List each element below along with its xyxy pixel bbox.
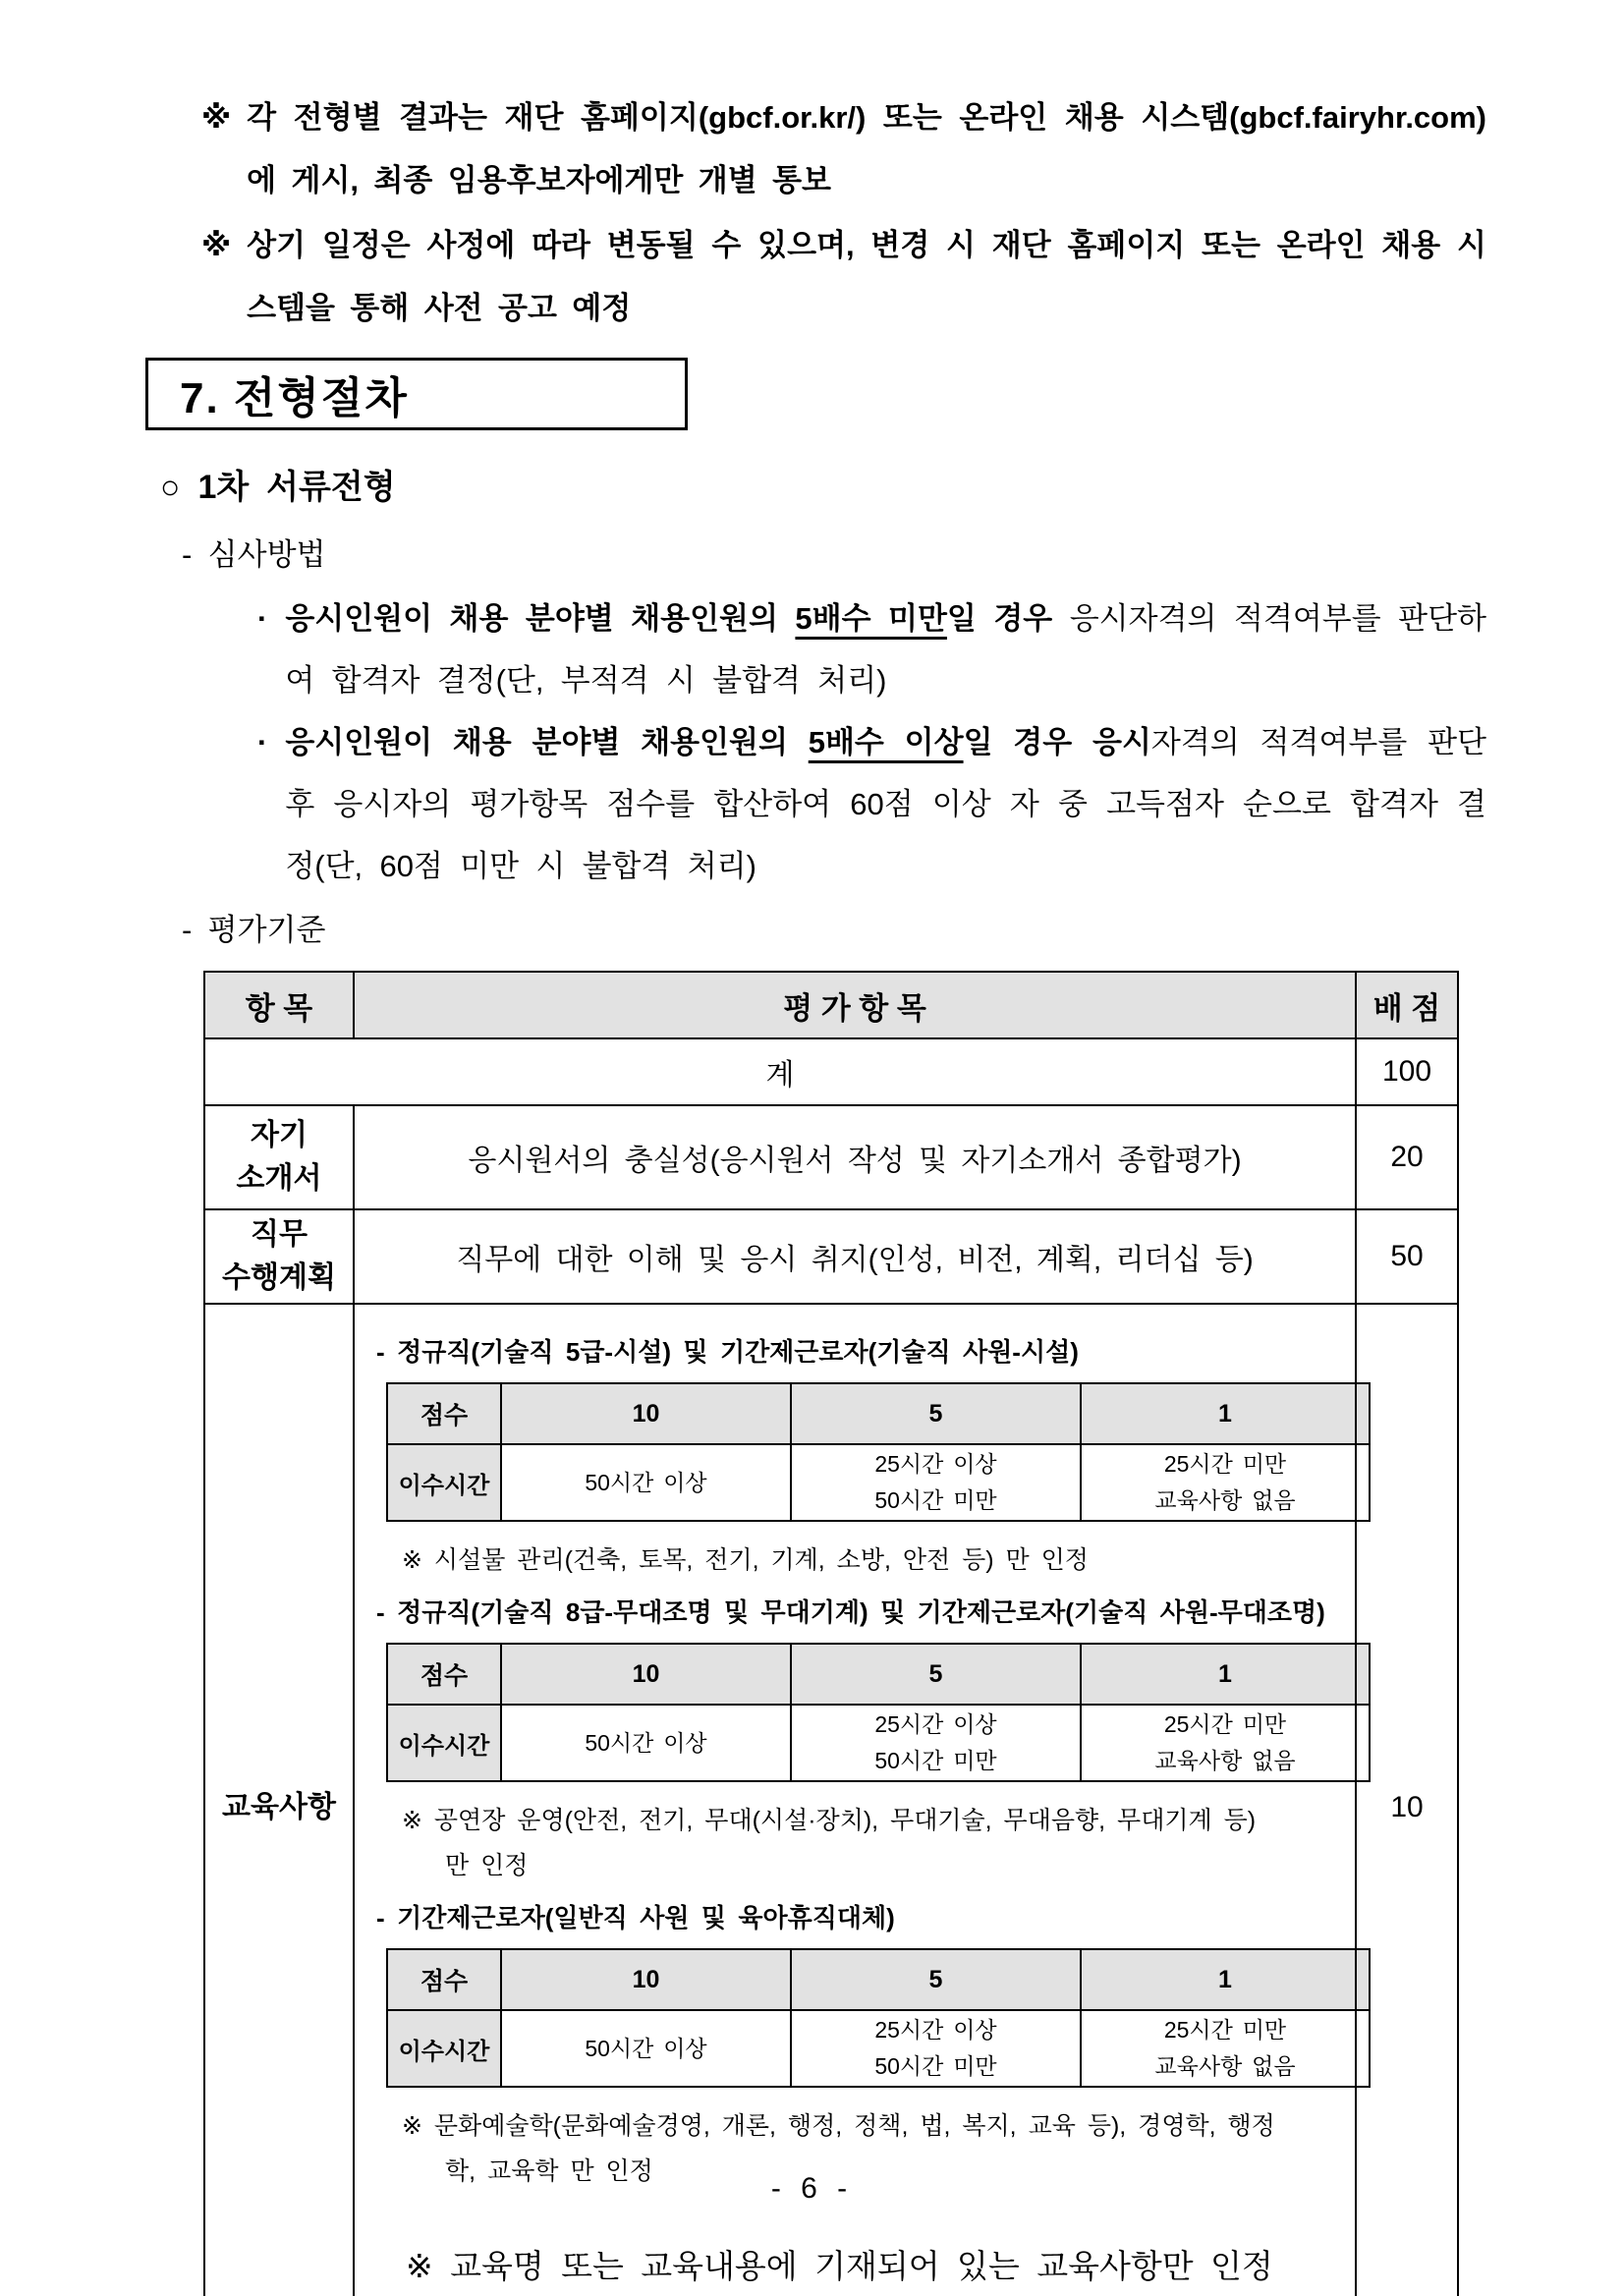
bullet-regular-text: 자격의 적격여부를 판단 후 응시자의 평가항목 점수를 합산하여 60점 이상 자 중 고득점자 순으로 합격자 결정(단, 60점 미만 시 불합격 처리) <box>285 725 1486 883</box>
score-5: 5 <box>791 1644 1081 1705</box>
score-1: 1 <box>1081 1383 1370 1444</box>
score-label: 점수 <box>387 1949 501 2010</box>
score-10: 10 <box>501 1644 791 1705</box>
bullet-over-5x-text <box>285 711 1486 897</box>
table-row-self-intro <box>204 1105 1458 1209</box>
method-label: - 심사방법 <box>182 537 326 572</box>
item-self-intro: 자기 소개서 <box>204 1105 354 1209</box>
score-job-plan: 50 <box>1356 1209 1458 1304</box>
bullet-bold-text: 일 경우 응시 <box>963 725 1151 759</box>
hours-row <box>387 2010 1370 2087</box>
edu-score-table-1 <box>386 1382 1371 1522</box>
criteria-label: - 평가기준 <box>182 913 326 947</box>
education-details-cell <box>354 1304 1356 2296</box>
method-bullets <box>257 588 1486 897</box>
hours-row <box>387 1705 1370 1781</box>
score-header-row <box>387 1644 1370 1705</box>
score-10: 10 <box>501 1383 791 1444</box>
dot-bullet-icon: · <box>257 601 268 636</box>
bullet-under-5x-text <box>285 588 1486 711</box>
item-education: 교육사항 <box>204 1304 354 2296</box>
header-evaluation: 평 가 항 목 <box>354 972 1356 1038</box>
top-notes <box>0 0 1624 340</box>
hours-10: 50시간 이상 <box>501 2010 791 2087</box>
page-number: - 6 - <box>770 2172 854 2205</box>
hours-10: 50시간 이상 <box>501 1444 791 1521</box>
edu-group-2-note: ※ 공연장 운영(안전, 전기, 무대(시설·장치), 무대기술, 무대음향, 무대기계 등) 만 인정 <box>402 1807 1257 1879</box>
score-header-row <box>387 1949 1370 2010</box>
score-self-intro: 20 <box>1356 1105 1458 1209</box>
bullet-underlined-text: 5배수 미만 <box>795 601 947 636</box>
hours-5: 25시간 이상 50시간 미만 <box>791 1444 1081 1521</box>
total-label: 계 <box>204 1038 1356 1105</box>
score-education: 10 <box>1356 1304 1458 2296</box>
edu-score-table-3 <box>386 1948 1371 2088</box>
score-1: 1 <box>1081 1644 1370 1705</box>
score-label: 점수 <box>387 1383 501 1444</box>
table-row-job-plan <box>204 1209 1458 1304</box>
score-5: 5 <box>791 1383 1081 1444</box>
bullet-bold-text: 응시인원이 채용 분야별 채용인원의 <box>285 601 796 636</box>
hours-label: 이수시간 <box>387 2010 501 2087</box>
hours-5: 25시간 이상 50시간 미만 <box>791 2010 1081 2087</box>
total-score: 100 <box>1356 1038 1458 1105</box>
hours-5: 25시간 이상 50시간 미만 <box>791 1705 1081 1781</box>
note-results-text: 각 전형별 결과는 재단 홈페이지(gbcf.or.kr/) 또는 온라인 채용 시스템(gbcf.fairyhr.com)에 게시, 최종 임용후보자에게만 개별 통보 <box>247 100 1486 197</box>
hours-label: 이수시간 <box>387 1705 501 1781</box>
hours-10: 50시간 이상 <box>501 1705 791 1781</box>
table-header-row <box>204 972 1458 1038</box>
evaluation-criteria-table <box>203 971 1459 2296</box>
note-schedule-text: 상기 일정은 사정에 따라 변동될 수 있으며, 변경 시 재단 홈페이지 또는 온라인 채용 시스템을 통해 사전 공고 예정 <box>247 228 1486 325</box>
bullet-under-5x <box>257 588 1486 711</box>
score-header-row <box>387 1383 1370 1444</box>
subsection-title: ○ 1차 서류전형 <box>160 469 396 506</box>
reference-mark-icon: ※ <box>201 228 232 262</box>
hours-1: 25시간 미만 교육사항 없음 <box>1081 2010 1370 2087</box>
score-5: 5 <box>791 1949 1081 2010</box>
desc-self-intro: 응시원서의 충실성(응시원서 작성 및 자기소개서 종합평가) <box>354 1105 1356 1209</box>
bullet-underlined-text: 5배수 이상 <box>808 725 964 759</box>
desc-job-plan: 직무에 대한 이해 및 응시 취지(인성, 비전, 계획, 리더십 등) <box>354 1209 1356 1304</box>
edu-group-3-note: ※ 문화예술학(문화예술경영, 개론, 행정, 정책, 법, 복지, 교육 등), 경영학, 행정학, 교육학 만 인정 <box>402 2112 1275 2185</box>
hours-1: 25시간 미만 교육사항 없음 <box>1081 1705 1370 1781</box>
hours-row <box>387 1444 1370 1521</box>
section-title-box <box>145 358 688 430</box>
edu-group-3-heading: - 기간제근로자(일반직 사원 및 육아휴직대체) <box>376 1903 895 1932</box>
score-label: 점수 <box>387 1644 501 1705</box>
note-results <box>201 86 1486 212</box>
hours-label: 이수시간 <box>387 1444 501 1521</box>
score-1: 1 <box>1081 1949 1370 2010</box>
score-10: 10 <box>501 1949 791 2010</box>
edu-group-2-heading: - 정규직(기술직 8급-무대조명 및 무대기계) 및 기간제근로자(기술직 사원-무대조명) <box>376 1597 1325 1627</box>
dot-bullet-icon: · <box>257 725 268 759</box>
bullet-over-5x <box>257 711 1486 897</box>
edu-score-table-2 <box>386 1643 1371 1782</box>
table-total-row <box>204 1038 1458 1105</box>
edu-group-1-heading: - 정규직(기술직 5급-시설) 및 기간제근로자(기술직 사원-시설) <box>376 1337 1079 1367</box>
edu-final-note: ※ 교육명 또는 교육내용에 기재되어 있는 교육사항만 인정 <box>406 2248 1273 2284</box>
header-points: 배 점 <box>1356 972 1458 1038</box>
bullet-bold-text: 응시인원이 채용 분야별 채용인원의 <box>285 725 809 759</box>
bullet-regular-text: 응시자격의 적격여부를 판단하여 합격자 결정(단, 부적격 시 불합격 처리) <box>285 601 1486 698</box>
edu-group-1-note: ※ 시설물 관리(건축, 토목, 전기, 기계, 소방, 안전 등) 만 인정 <box>402 1546 1089 1574</box>
hours-1: 25시간 미만 교육사항 없음 <box>1081 1444 1370 1521</box>
note-schedule <box>201 214 1486 340</box>
item-job-plan: 직무 수행계획 <box>204 1209 354 1304</box>
table-row-education <box>204 1304 1458 2296</box>
reference-mark-icon: ※ <box>201 100 232 135</box>
bullet-bold-text: 일 경우 <box>946 601 1053 636</box>
header-item: 항 목 <box>204 972 354 1038</box>
section-title: 7. 전형절차 <box>180 374 409 422</box>
